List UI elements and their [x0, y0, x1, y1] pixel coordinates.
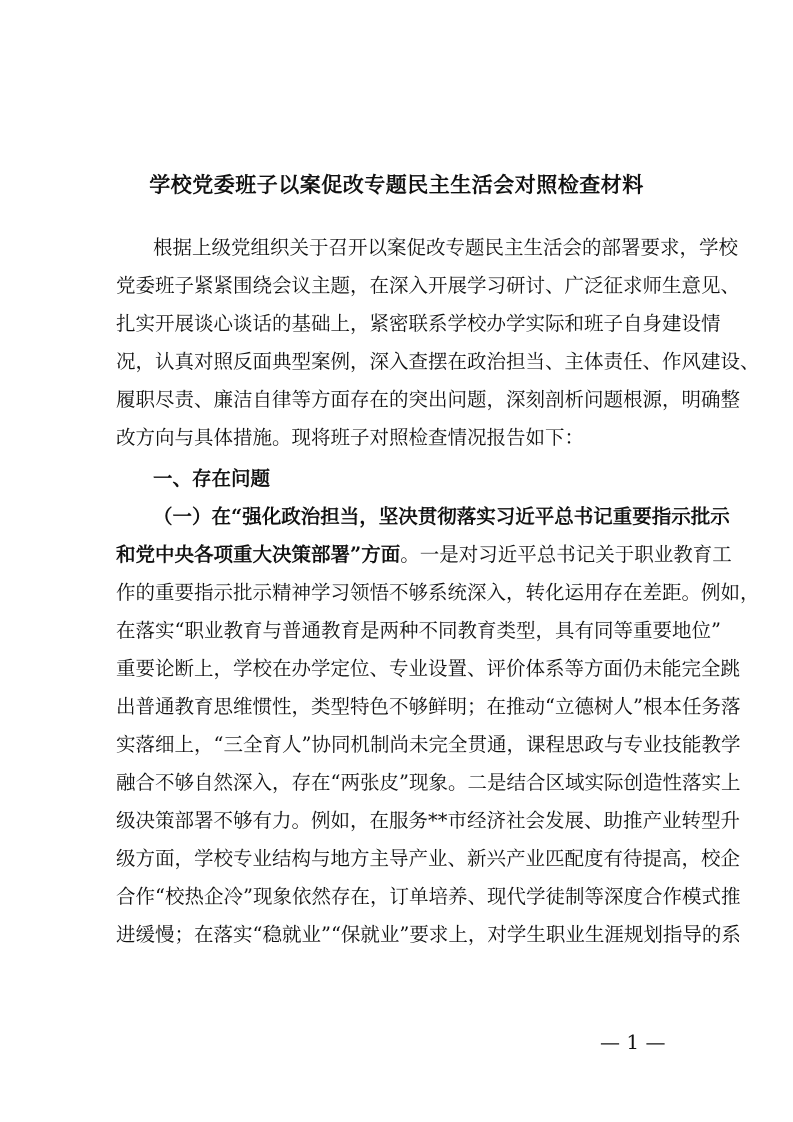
paragraph-line: 出普通教育思维惯性，类型特色不够鲜明；在推动“立德树人”根本任务落	[116, 695, 741, 718]
paragraph-line: 况，认真对照反面典型案例，深入查摆在政治担当、主体责任、作风建设、	[116, 350, 760, 373]
paragraph-text: 。一是对习近平总书记关于职业教育工	[400, 543, 732, 566]
subsection-heading-end: 和党中央各项重大决策部署”方面	[116, 543, 401, 566]
document-title: 学校党委班子以案促改专题民主生活会对照检查材料	[149, 173, 644, 197]
paragraph-line	[116, 542, 732, 568]
paragraph-line: 进缓慢；在落实“稳就业”“保就业”要求上，对学生职业生涯规划指导的系	[116, 923, 741, 946]
page-number: — 1 —	[600, 1030, 666, 1054]
paragraph-line: 履职尽责、廉洁自律等方面存在的突出问题，深刻剖析问题根源，明确整	[116, 388, 741, 411]
subsection-heading-line: （一）在“强化政治担当，坚决贯彻落实习近平总书记重要指示批示	[153, 505, 730, 528]
paragraph-line: 根据上级党组织关于召开以案促改专题民主生活会的部署要求，学校	[153, 236, 739, 259]
paragraph-line: 重要论断上，学校在办学定位、专业设置、评价体系等方面仍未能完全跳	[116, 657, 741, 680]
paragraph-line: 融合不够自然深入，存在“两张皮”现象。二是结合区域实际创造性落实上	[116, 771, 741, 794]
paragraph-line: 党委班子紧紧围绕会议主题，在深入开展学习研讨、广泛征求师生意见、	[116, 274, 741, 297]
paragraph-line: 实落细上，“三全育人”协同机制尚未完全贯通，课程思政与专业技能教学	[116, 733, 741, 756]
paragraph-line: 改方向与具体措施。现将班子对照检查情况报告如下：	[116, 426, 585, 449]
paragraph-line: 级方面，学校专业结构与地方主导产业、新兴产业匹配度有待提高，校企	[116, 847, 741, 870]
paragraph-line: 作的重要指示批示精神学习领悟不够系统深入，转化运用存在差距。例如，	[116, 581, 760, 604]
paragraph-line: 合作“校热企冷”现象依然存在，订单培养、现代学徒制等深度合作模式推	[116, 885, 741, 908]
paragraph-line: 在落实“职业教育与普通教育是两种不同教育类型，具有同等重要地位”	[116, 619, 721, 642]
paragraph-line: 扎实开展谈心谈话的基础上，紧密联系学校办学实际和班子自身建设情	[116, 312, 721, 335]
section-heading: 一、存在问题	[153, 467, 271, 490]
paragraph-line: 级决策部署不够有力。例如，在服务**市经济社会发展、助推产业转型升	[116, 809, 741, 832]
